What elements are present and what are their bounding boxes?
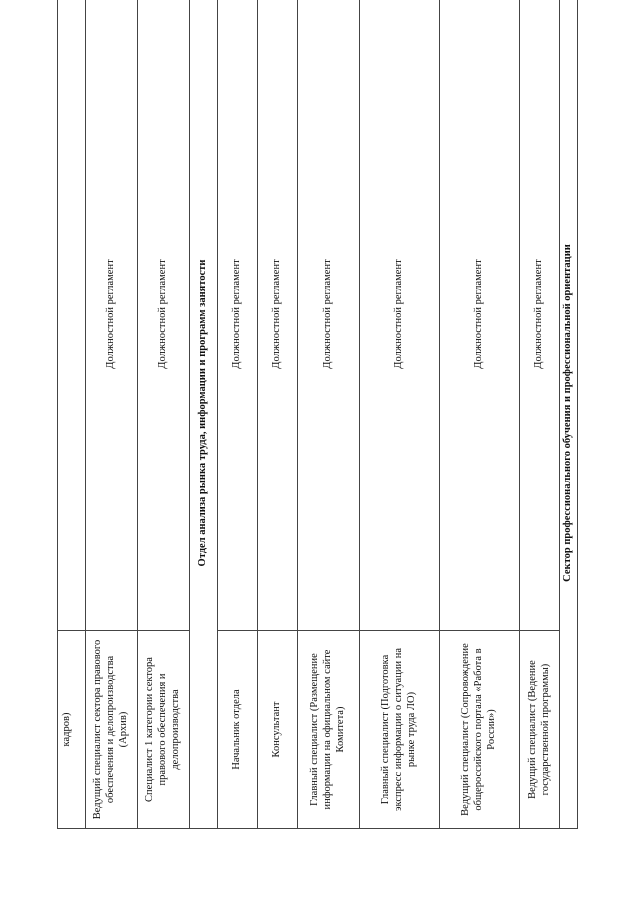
document-cell: Должностной регламент: [218, 0, 258, 631]
position-cell: Главный специалист (Размещение информации на официальном сайте Комитета): [298, 631, 360, 829]
section-header-row: [560, 0, 578, 829]
section-title: Отдел анализа рынка труда, информации и программ занятости: [190, 0, 218, 829]
table-row: [138, 0, 190, 829]
table-row: [520, 0, 560, 829]
document-cell: Должностной регламент: [138, 0, 190, 631]
table-row: [298, 0, 360, 829]
document-cell: Должностной регламент: [258, 0, 298, 631]
table-row: [218, 0, 258, 829]
rotated-table-container: [57, 24, 577, 829]
table-row: [58, 0, 86, 829]
document-cell: Должностной регламент: [86, 0, 138, 631]
table-row: [258, 0, 298, 829]
position-cell: Ведущий специалист (Ведение государственной программы): [520, 631, 560, 829]
position-cell: Ведущий специалист сектора правового обеспечения и делопроизводства (Архив): [86, 631, 138, 829]
table-row: [360, 0, 440, 829]
table-row: [440, 0, 520, 829]
position-cell: Начальник отдела: [218, 631, 258, 829]
position-cell: Главный специалист (Подготовка экспресс информации о ситуации на рынке труда ЛО): [360, 631, 440, 829]
positions-table: [57, 0, 578, 829]
position-cell: Ведущий специалист (Сопровождение общероссийского портала «Работа в России»): [440, 631, 520, 829]
position-cell: кадров): [58, 631, 86, 829]
section-title: Сектор профессионального обучения и профессиональной ориентации: [560, 0, 578, 829]
document-cell: Должностной регламент: [440, 0, 520, 631]
document-cell: [58, 0, 86, 631]
position-cell: Консультант: [258, 631, 298, 829]
table-row: [86, 0, 138, 829]
section-header-row: [190, 0, 218, 829]
document-cell: Должностной регламент: [298, 0, 360, 631]
table-body: [58, 0, 578, 829]
document-cell: Должностной регламент: [520, 0, 560, 631]
document-cell: Должностной регламент: [360, 0, 440, 631]
position-cell: Специалист 1 категории сектора правового обеспечения и делопроизводства: [138, 631, 190, 829]
